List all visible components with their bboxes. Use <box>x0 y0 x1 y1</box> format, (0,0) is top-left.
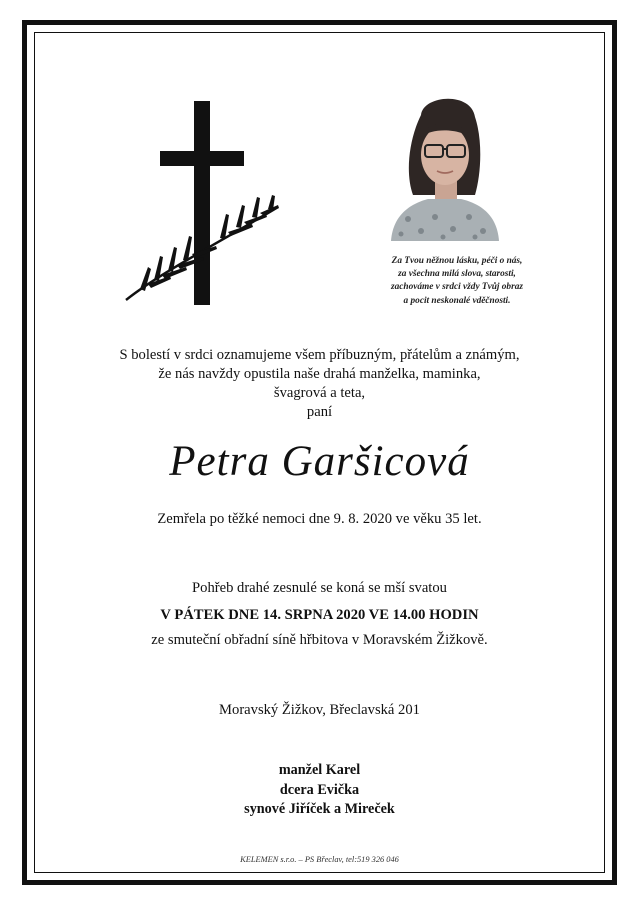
verse-line: zachováme v srdci vždy Tvůj obraz <box>391 282 523 293</box>
death-notice: Zemřela po těžké nemoci dne 9. 8. 2020 ve věku 35 let. <box>157 511 482 527</box>
verse-line: Za Tvou něžnou lásku, péči o nás, <box>391 256 523 266</box>
mourner: dcera Evička <box>279 781 360 798</box>
memorial-verse <box>352 255 562 308</box>
mourner: manžel Karel <box>278 762 361 778</box>
intro-line: švagrová a teta, <box>273 385 366 401</box>
intro-line: že nás navždy opustila naše drahá manželka, maminka, <box>158 366 481 382</box>
family-address: Moravský Žižkov, Břeclavská 201 <box>219 702 420 718</box>
verse-line: za všechna milá slova, starosti, <box>398 269 516 280</box>
intro-line: S bolestí v srdci oznamujeme všem příbuzným, přátelům a známým, <box>119 347 520 363</box>
announcement-text <box>34 346 605 422</box>
verse-line: a pocit neskonalé vděčnosti. <box>403 295 511 306</box>
mourners-list <box>34 761 605 820</box>
funeral-place: ze smuteční obřadní síně hřbitova v Moravském Žižkově. <box>151 632 488 648</box>
portrait-photo <box>383 91 506 241</box>
funeral-date: V PÁTEK DNE 14. SRPNA 2020 VE 14.00 HODIN <box>160 607 479 623</box>
printer-footer: KELEMEN s.r.o. – PS Břeclav, tel:519 326 046 <box>240 855 399 864</box>
cross-with-palm-icon <box>120 95 290 315</box>
mourner: synové Jiříček a Mireček <box>244 801 395 817</box>
deceased-name: Petra Garšicová <box>169 438 470 485</box>
funeral-line-1: Pohřeb drahé zesnulé se koná se mší svatou <box>192 580 447 596</box>
intro-line: paní <box>306 404 333 420</box>
